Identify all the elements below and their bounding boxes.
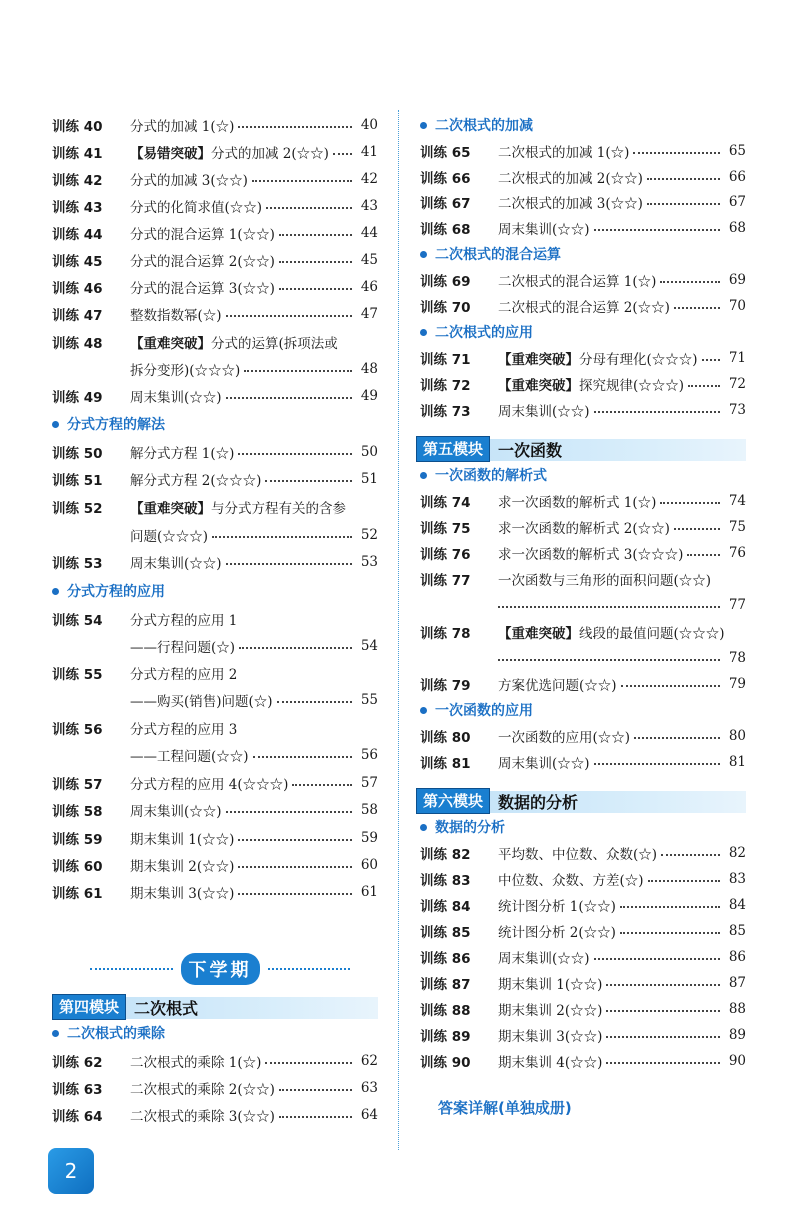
term-title: 下学期 [181,953,260,985]
toc-entry[interactable]: 训练 50 解分式方程 1(☆) 50 [52,444,378,462]
toc-entry-continued[interactable]: 77 [420,593,746,617]
toc-entry[interactable]: 训练 57 分式方程的应用 4(☆☆☆) 57 [52,775,378,793]
section-heading: 二次根式的应用 [420,321,533,343]
term-divider [90,952,350,986]
toc-entry[interactable]: 训练 75 求一次函数的解析式 2(☆☆) 75 [420,519,746,537]
toc-entry-continued[interactable]: 拆分变形)(☆☆☆) 48 [130,361,378,379]
toc-entry[interactable]: 训练 54 分式方程的应用 1 [52,613,238,629]
toc-entry[interactable]: 训练 60 期末集训 2(☆☆) 60 [52,857,378,875]
toc-entry[interactable]: 训练 89 期末集训 3(☆☆) 89 [420,1027,746,1045]
toc-entry[interactable]: 训练 51 解分式方程 2(☆☆☆) 51 [52,471,378,489]
toc-entry[interactable]: 训练 55 分式方程的应用 2 [52,667,238,683]
toc-entry[interactable]: 训练 76 求一次函数的解析式 3(☆☆☆) 76 [420,545,746,563]
bullet-icon [52,1030,59,1037]
column-divider [398,110,399,1150]
toc-entry[interactable]: 训练 44 分式的混合运算 1(☆☆) 44 [52,225,378,243]
toc-entry[interactable]: 训练 43 分式的化简求值(☆☆) 43 [52,198,378,216]
toc-entry-continued[interactable]: 问题(☆☆☆) 52 [130,527,378,545]
module-header-4: 第四模块 二次根式 [52,994,378,1020]
toc-entry-continued[interactable]: ——工程问题(☆☆) 56 [130,747,378,765]
toc-entry[interactable]: 训练 67 二次根式的加减 3(☆☆) 67 [420,194,746,212]
toc-entry[interactable]: 训练 48 【重难突破】分式的运算(拆项法或 [52,336,338,352]
section-heading: 二次根式的加减 [420,114,533,136]
toc-entry[interactable]: 训练 62 二次根式的乘除 1(☆) 62 [52,1053,378,1071]
section-heading: 一次函数的解析式 [420,464,547,486]
toc-entry[interactable]: 训练 64 二次根式的乘除 3(☆☆) 64 [52,1107,378,1125]
bullet-icon [52,588,59,595]
page-number: 2 [48,1148,94,1194]
toc-entry[interactable]: 训练 47 整数指数幂(☆) 47 [52,306,378,324]
toc-entry[interactable]: 训练 52 【重难突破】与分式方程有关的含参 [52,501,346,517]
toc-entry[interactable]: 训练 61 期末集训 3(☆☆) 61 [52,884,378,902]
toc-entry-continued[interactable]: ——购买(销售)问题(☆) 55 [130,692,378,710]
bullet-icon [420,122,427,129]
toc-entry[interactable]: 训练 72 【重难突破】探究规律(☆☆☆) 72 [420,376,746,394]
toc-entry[interactable]: 训练 84 统计图分析 1(☆☆) 84 [420,897,746,915]
toc-entry[interactable]: 训练 83 中位数、众数、方差(☆) 83 [420,871,746,889]
toc-entry[interactable]: 训练 53 周末集训(☆☆) 53 [52,554,378,572]
section-heading: 一次函数的应用 [420,699,533,721]
section-heading: 分式方程的解法 [52,413,165,435]
toc-entry[interactable]: 训练 82 平均数、中位数、众数(☆) 82 [420,845,746,863]
toc-entry[interactable]: 训练 59 期末集训 1(☆☆) 59 [52,830,378,848]
toc-entry[interactable]: 训练 80 一次函数的应用(☆☆) 80 [420,728,746,746]
toc-entry[interactable]: 训练 87 期末集训 1(☆☆) 87 [420,975,746,993]
bullet-icon [420,472,427,479]
bullet-icon [420,824,427,831]
toc-entry[interactable]: 训练 65 二次根式的加减 1(☆) 65 [420,143,746,161]
toc-entry[interactable]: 训练 45 分式的混合运算 2(☆☆) 45 [52,252,378,270]
answer-key-link[interactable]: 答案详解(单独成册) [438,1099,572,1117]
toc-entry[interactable]: 训练 46 分式的混合运算 3(☆☆) 46 [52,279,378,297]
toc-entry[interactable]: 训练 42 分式的加减 3(☆☆) 42 [52,171,378,189]
toc-entry[interactable]: 训练 40 分式的加减 1(☆) 40 [52,117,378,135]
toc-entry[interactable]: 训练 86 周末集训(☆☆) 86 [420,949,746,967]
toc-entry[interactable]: 训练 41 【易错突破】分式的加减 2(☆☆) 41 [52,144,378,162]
toc-entry[interactable]: 训练 88 期末集训 2(☆☆) 88 [420,1001,746,1019]
toc-entry-continued[interactable]: ——行程问题(☆) 54 [130,638,378,656]
toc-entry[interactable]: 训练 79 方案优选问题(☆☆) 79 [420,676,746,694]
toc-entry[interactable]: 训练 78 【重难突破】线段的最值问题(☆☆☆) [420,626,725,642]
toc-entry-continued[interactable]: 78 [420,646,746,670]
toc-entry[interactable]: 训练 85 统计图分析 2(☆☆) 85 [420,923,746,941]
module-header-6: 第六模块 数据的分析 [416,788,746,814]
section-heading: 二次根式的乘除 [52,1022,165,1044]
toc-entry[interactable]: 训练 66 二次根式的加减 2(☆☆) 66 [420,169,746,187]
bullet-icon [420,707,427,714]
toc-entry[interactable]: 训练 58 周末集训(☆☆) 58 [52,802,378,820]
toc-entry[interactable]: 训练 70 二次根式的混合运算 2(☆☆) 70 [420,298,746,316]
toc-entry[interactable]: 训练 63 二次根式的乘除 2(☆☆) 63 [52,1080,378,1098]
module-header-5: 第五模块 一次函数 [416,436,746,462]
section-heading: 二次根式的混合运算 [420,243,561,265]
bullet-icon [420,329,427,336]
toc-entry[interactable]: 训练 90 期末集训 4(☆☆) 90 [420,1053,746,1071]
toc-entry[interactable]: 训练 49 周末集训(☆☆) 49 [52,388,378,406]
section-heading: 数据的分析 [420,816,505,838]
bullet-icon [52,421,59,428]
toc-entry[interactable]: 训练 68 周末集训(☆☆) 68 [420,220,746,238]
toc-entry[interactable]: 训练 71 【重难突破】分母有理化(☆☆☆) 71 [420,350,746,368]
toc-entry[interactable]: 训练 56 分式方程的应用 3 [52,722,238,738]
toc-entry[interactable]: 训练 69 二次根式的混合运算 1(☆) 69 [420,272,746,290]
toc-entry[interactable]: 训练 77 一次函数与三角形的面积问题(☆☆) [420,573,712,589]
toc-entry[interactable]: 训练 73 周末集训(☆☆) 73 [420,402,746,420]
toc-entry[interactable]: 训练 74 求一次函数的解析式 1(☆) 74 [420,493,746,511]
section-heading: 分式方程的应用 [52,580,165,602]
toc-entry[interactable]: 训练 81 周末集训(☆☆) 81 [420,754,746,772]
bullet-icon [420,251,427,258]
